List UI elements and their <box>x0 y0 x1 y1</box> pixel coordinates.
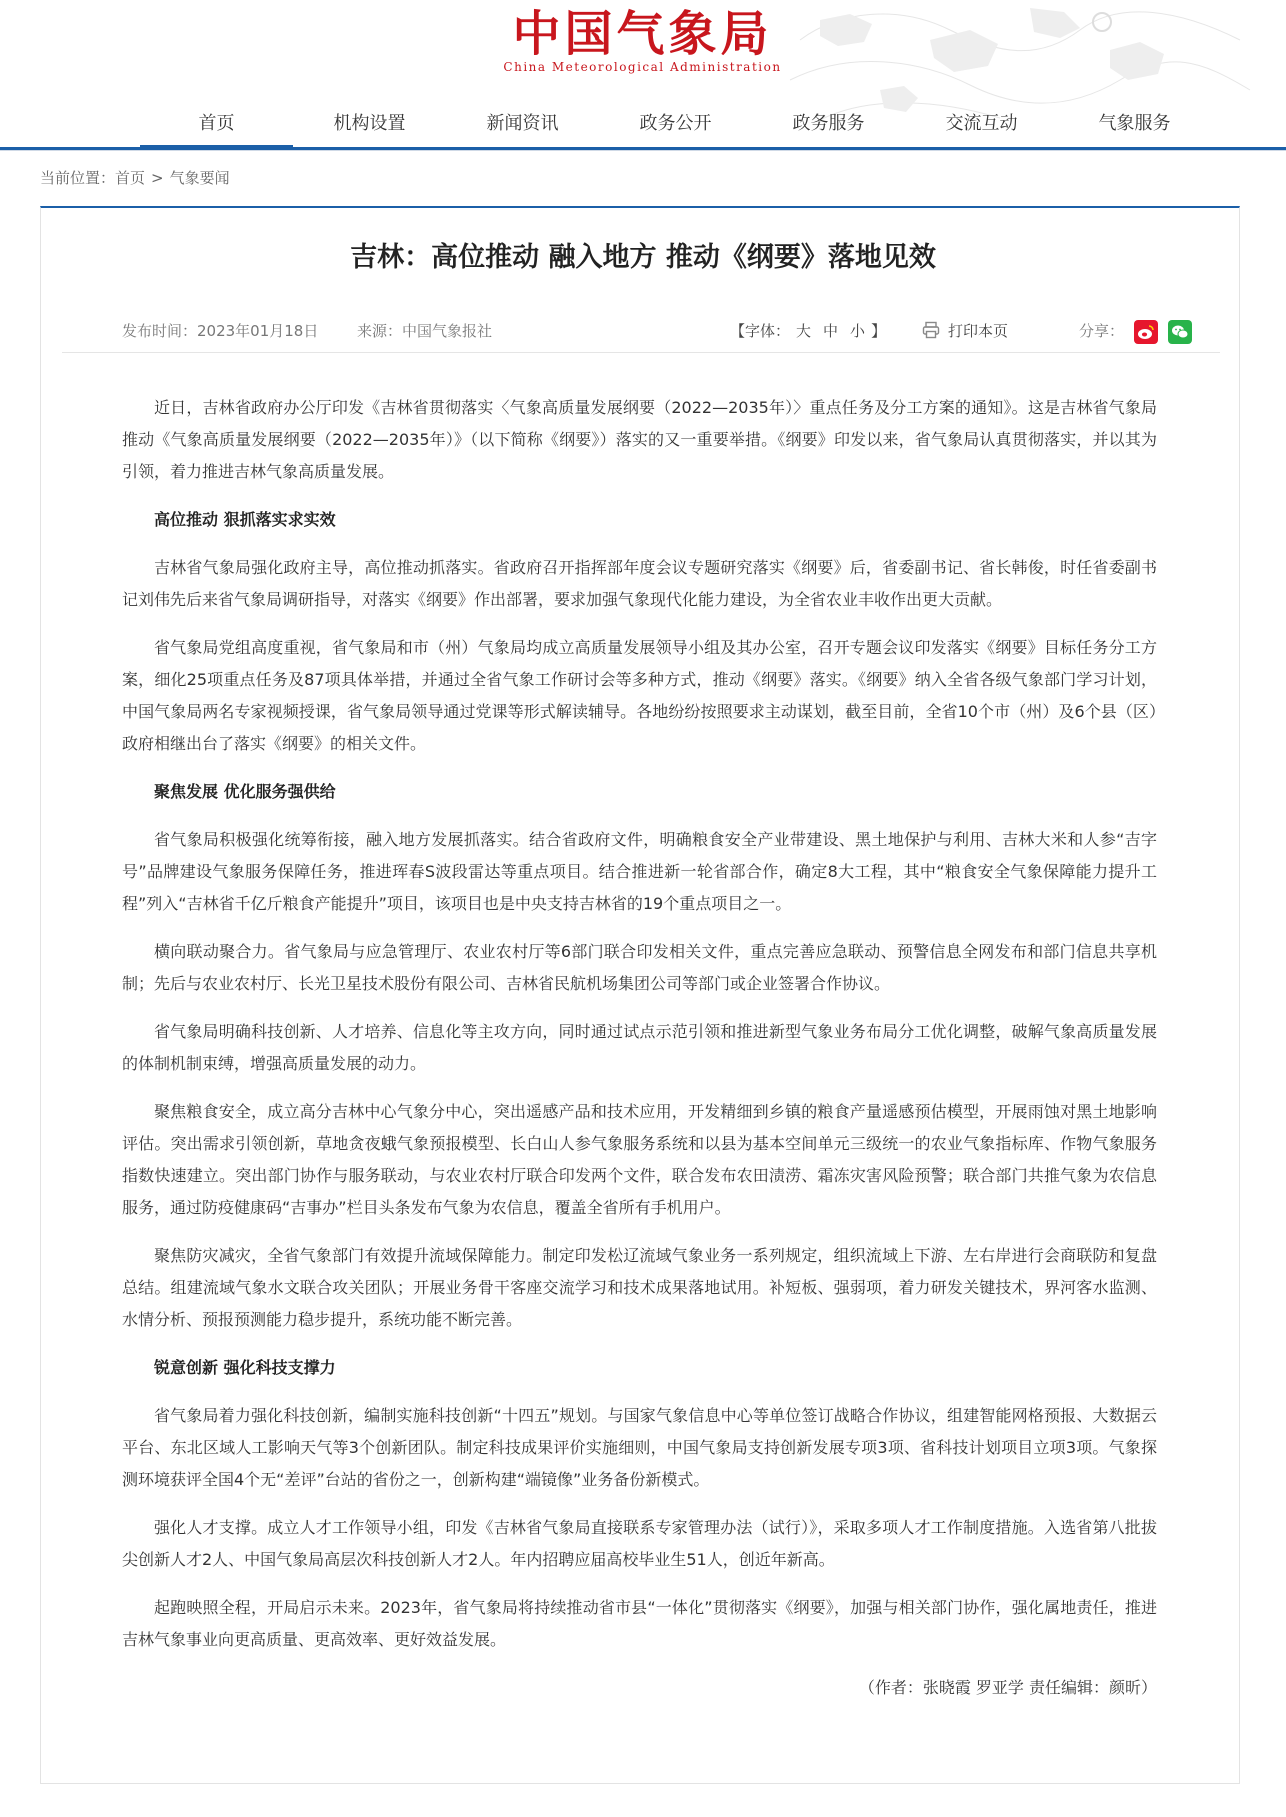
site-logo[interactable] <box>470 6 815 74</box>
site-name-en: China Meteorological Administration <box>503 60 782 74</box>
printer-icon <box>922 321 940 339</box>
article-paragraph: 省气象局党组高度重视，省气象局和市（州）气象局均成立高质量发展领导小组及其办公室，召开专题会议印发落实《纲要》目标任务分工方案，细化25项重点任务及87项具体举措，并通过全省气象工作研讨会等多种方式，推动《纲要》落实。《纲要》纳入全省各级气象部门学习计划，中国气象局两名专家视频授课，省气象局领导通过党课等形式解读辅导。各地纷纷按照要求主动谋划，截至目前，全省10个市（州）及6个县（区）政府相继出台了落实《纲要》的相关文件。 <box>122 638 1157 753</box>
article-subheading: 聚焦发展 优化服务强供给 <box>154 782 336 801</box>
site-name-cn: 中国气象局 <box>512 6 773 62</box>
article-paragraph: 起跑映照全程，开局启示未来。2023年，省气象局将持续推动省市县“一体化”贯彻落实《纲要》，加强与相关部门协作，强化属地责任，推进吉林气象事业向更高质量、更高效率、更好效益发展。 <box>122 1598 1157 1649</box>
breadcrumb-current-link[interactable]: 气象要闻 <box>169 169 230 187</box>
breadcrumb-prefix: 当前位置： <box>40 169 116 187</box>
site-header <box>0 0 1286 150</box>
article-subheading: 高位推动 狠抓落实求实效 <box>154 510 336 529</box>
article-paragraph: 省气象局明确科技创新、人才培养、信息化等主攻方向，同时通过试点示范引领和推进新型气象业务布局分工优化调整，破解气象高质量发展的体制机制束缚，增强高质量发展的动力。 <box>122 1022 1157 1073</box>
nav-item-organization[interactable]: 机构设置 <box>333 113 406 134</box>
breadcrumb-home-link[interactable]: 首页 <box>115 169 146 187</box>
breadcrumb <box>40 166 230 190</box>
article-paragraph: 聚焦防灾减灾，全省气象部门有效提升流域保障能力。制定印发松辽流域气象业务一系列规定，组织流域上下游、左右岸进行会商联防和复盘总结。组建流域气象水文联合攻关团队；开展业务骨干客座交流学习和技术成果落地试用。补短板、强弱项，着力研发关键技术，界河客水监测、水情分析、预报预测能力稳步提升，系统功能不断完善。 <box>122 1246 1157 1329</box>
article-meta-bar <box>62 316 1220 353</box>
font-size-large[interactable]: 大 <box>796 322 812 340</box>
nav-item-weather-services[interactable]: 气象服务 <box>1098 113 1171 134</box>
share-label: 分享： <box>1079 322 1125 340</box>
font-size-close: 】 <box>871 322 887 340</box>
article-source: 来源：中国气象报社 <box>357 322 493 340</box>
article-paragraph: 横向联动聚合力。省气象局与应急管理厅、农业农村厅等6部门联合印发相关文件，重点完善应急联动、预警信息全网发布和部门信息共享机制；先后与农业农村厅、长光卫星技术股份有限公司、吉林省民航机场集团公司等部门或企业签署合作协议。 <box>122 942 1157 993</box>
article-paragraph: 吉林省气象局强化政府主导，高位推动抓落实。省政府召开指挥部年度会议专题研究落实《纲要》后，省委副书记、省长韩俊，时任省委副书记刘伟先后来省气象局调研指导，对落实《纲要》作出部署，要求加强气象现代化能力建设，为全省农业丰收作出更大贡献。 <box>122 558 1157 609</box>
publish-time: 发布时间：2023年01月18日 <box>122 322 319 340</box>
nav-divider-shadow <box>0 150 1286 151</box>
nav-item-government-affairs[interactable]: 政务公开 <box>639 113 712 134</box>
article-paragraph: 聚焦粮食安全，成立高分吉林中心气象分中心，突出遥感产品和技术应用，开发精细到乡镇的粮食产量遥感预估模型，开展雨蚀对黑土地影响评估。突出需求引领创新，草地贪夜蛾气象预报模型、长白山人参气象服务系统和以县为基本空间单元三级统一的农业气象指标库、作物气象服务指数快速建立。突出部门协作与服务联动，与农业农村厅联合印发两个文件，联合发布农田渍涝、霜冻灾害风险预警；联合部门共推气象为农信息服务，通过防疫健康码“吉事办”栏目头条发布气象为农信息，覆盖全省所有手机用户。 <box>122 1102 1157 1217</box>
article-title: 吉林：高位推动 融入地方 推动《纲要》落地见效 <box>350 242 936 273</box>
nav-item-interaction[interactable]: 交流互动 <box>945 113 1018 134</box>
print-button[interactable] <box>922 316 1008 346</box>
font-size-open: 【字体： <box>730 322 791 340</box>
article-paragraph: 近日，吉林省政府办公厅印发《吉林省贯彻落实〈气象高质量发展纲要（2022—2035年）〉重点任务及分工方案的通知》。这是吉林省气象局推动《气象高质量发展纲要（2022—2035年）》（以下简称《纲要》）落实的又一重要举措。《纲要》印发以来，省气象局认真贯彻落实，并以其为引领，着力推进吉林气象高质量发展。 <box>122 398 1157 481</box>
article-body <box>122 392 1157 1720</box>
weibo-share-button[interactable] <box>1134 320 1158 344</box>
main-nav <box>140 108 1211 148</box>
wechat-share-button[interactable] <box>1168 320 1192 344</box>
nav-item-home[interactable]: 首页 <box>140 108 293 148</box>
print-label: 打印本页 <box>948 322 1009 340</box>
wechat-icon <box>1168 320 1192 344</box>
breadcrumb-separator: > <box>151 169 164 187</box>
weibo-icon <box>1134 320 1158 344</box>
article-subheading: 锐意创新 强化科技支撑力 <box>154 1358 336 1377</box>
article-paragraph: 省气象局着力强化科技创新，编制实施科技创新“十四五”规划。与国家气象信息中心等单位签订战略合作协议，组建智能网格预报、大数据云平台、东北区域人工影响天气等3个创新团队。制定科技成果评价实施细则，中国气象局支持创新发展专项3项、省科技计划项目立项3项。气象探测环境获评全国4个无“差评”台站的省份之一，创新构建“端镜像”业务备份新模式。 <box>122 1406 1157 1489</box>
font-size-control <box>730 316 886 346</box>
nav-item-news[interactable]: 新闻资讯 <box>486 113 559 134</box>
font-size-small[interactable]: 小 <box>850 322 866 340</box>
nav-item-government-services[interactable]: 政务服务 <box>792 113 865 134</box>
article-paragraph: 省气象局积极强化统筹衔接，融入地方发展抓落实。结合省政府文件，明确粮食安全产业带建设、黑土地保护与利用、吉林大米和人参“吉字号”品牌建设气象服务保障任务，推进珲春S波段雷达等重点项目。结合推进新一轮省部合作，确定8大工程，其中“粮食安全气象保障能力提升工程”列入“吉林省千亿斤粮食产能提升”项目，该项目也是中央支持吉林省的19个重点项目之一。 <box>122 830 1157 913</box>
article-author-credit: （作者：张晓霞 罗亚学 责任编辑：颜昕） <box>858 1678 1157 1697</box>
font-size-medium[interactable]: 中 <box>823 322 839 340</box>
article-paragraph: 强化人才支撑。成立人才工作领导小组，印发《吉林省气象局直接联系专家管理办法（试行）》，采取多项人才工作制度措施。入选省第八批拔尖创新人才2人、中国气象局高层次科技创新人才2人。年内招聘应届高校毕业生51人，创近年新高。 <box>122 1518 1157 1569</box>
